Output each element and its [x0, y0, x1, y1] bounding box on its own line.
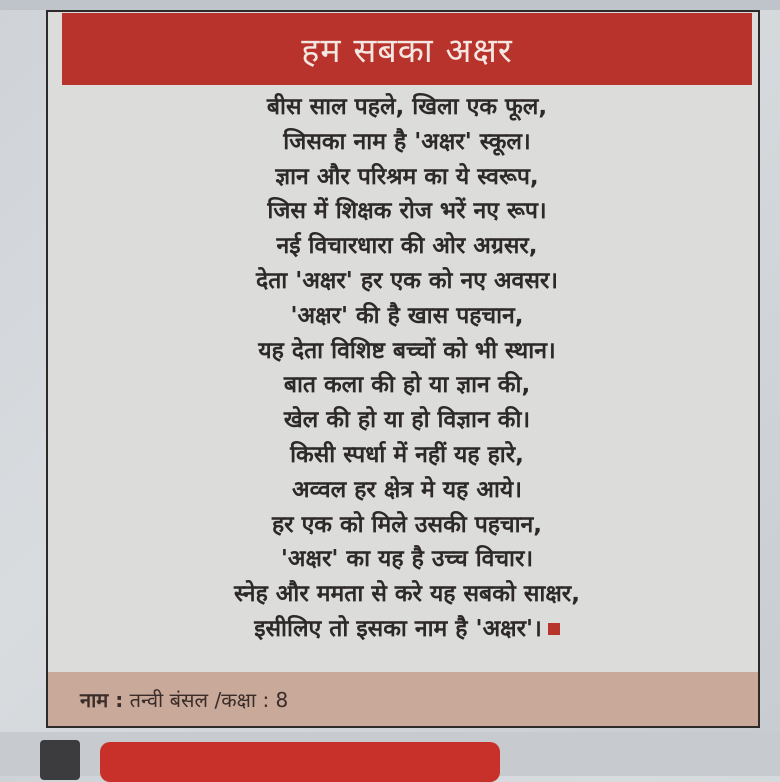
poem-last-line — [254, 612, 560, 647]
poem-line: यह देता विशिष्ट बच्चों को भी स्थान। — [258, 337, 556, 364]
class-label: /कक्षा : — [214, 687, 270, 712]
author-name: तन्वी बंसल — [129, 687, 209, 712]
poem-body — [62, 90, 752, 660]
poem-line: 'अक्षर' का यह है उच्च विचार। — [280, 546, 534, 573]
end-square-icon — [548, 623, 560, 635]
poem-line-text: इसीलिए तो इसका नाम है 'अक्षर'। — [254, 615, 542, 642]
poem-line: हर एक को मिले उसकी पहचान, — [271, 511, 543, 538]
poem-line: देता 'अक्षर' हर एक को नए अवसर। — [255, 267, 559, 294]
name-label: नाम : — [80, 687, 124, 712]
next-section-block — [40, 740, 80, 780]
author-info — [80, 686, 288, 713]
poem-line: बात कला की हो या ज्ञान की, — [283, 372, 531, 399]
poem-line: 'अक्षर' की है खास पहचान, — [290, 302, 524, 329]
poem-title: हम सबका अक्षर — [301, 31, 513, 71]
poem-line: अव्वल हर क्षेत्र मे यह आये। — [292, 476, 522, 503]
poem-line: ज्ञान और परिश्रम का ये स्वरूप, — [275, 163, 539, 190]
poem-header — [62, 13, 752, 85]
poem-line: बीस साल पहले, खिला एक फूल, — [266, 94, 548, 120]
page-edge — [0, 0, 780, 10]
poem-line: किसी स्पर्धा में नहीं यह हारे, — [290, 441, 524, 468]
poem-line: स्नेह और ममता से करे यह सबको साक्षर, — [234, 581, 580, 608]
next-section-banner — [100, 742, 500, 782]
poem-line: नई विचारधारा की ओर अग्रसर, — [276, 233, 538, 260]
poem-line: खेल की हो या हो विज्ञान की। — [283, 407, 531, 434]
class-value: 8 — [275, 687, 289, 712]
author-footer — [48, 672, 758, 726]
poem-line: जिस में शिक्षक रोज भरें नए रूप। — [267, 198, 547, 225]
poem-line: जिसका नाम है 'अक्षर' स्कूल। — [283, 128, 531, 155]
